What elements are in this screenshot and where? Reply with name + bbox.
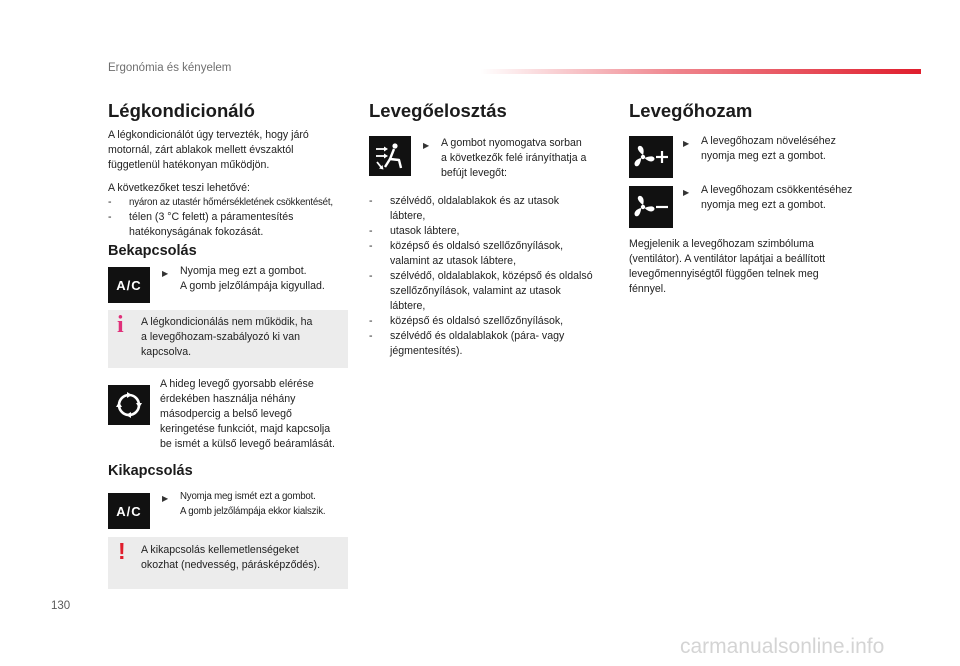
section-header: Ergonómia és kényelem: [108, 62, 232, 74]
list-item: - utasok lábtere,: [369, 224, 614, 239]
tests-list: [108, 195, 358, 240]
air-distribution-list: [369, 194, 614, 359]
pointer-icon: ▶: [162, 494, 169, 503]
air-flow-decrease-step: ▶ A levegőhozam csökkentéséhez nyomja meg ezt a gombot.: [683, 184, 853, 211]
info-note: i A légkondicionálás nem működik, ha a levegőhozam-szabályozó ki van kapcsolva.: [108, 310, 348, 368]
recirculation-text: A hideg levegő gyorsabb elérése érdekében használja néhány másodpercig a belső levegő keringetése funkciót, majd kapcsolja be ismét a külső levegő beáramlását.: [160, 378, 335, 450]
switch-off-step: ▶ Nyomja meg ismét ezt a gombot. A gomb jelzőlámpája ekkor kialszik.: [162, 491, 326, 517]
pointer-icon: ▶: [683, 139, 690, 148]
air-flow-increase-step: ▶ A levegőhozam növeléséhez nyomja meg ezt a gombot.: [683, 135, 836, 162]
watermark: carmanualsonline.info: [680, 635, 885, 658]
air-distribution-button[interactable]: [369, 136, 411, 176]
air-distribution-step: ▶ A gombot nyomogatva sorban a következők felé irányíthatja a befújt levegőt:: [423, 137, 587, 179]
page-number: 130: [51, 600, 71, 612]
pointer-icon: ▶: [423, 141, 430, 150]
fan-minus-icon: [631, 189, 671, 225]
list-item: - nyáron az utastér hőmérsékletének csökkentését,: [108, 195, 358, 210]
list-item: - középső és oldalsó szellőzőnyílások,: [369, 314, 614, 329]
info-icon: i: [117, 312, 124, 338]
title-air-distribution: Levegőelosztás: [369, 100, 507, 121]
title-air-conditioning: Légkondicionáló: [108, 100, 255, 121]
ac-label: A/C: [116, 503, 142, 519]
air-flow-decrease-button[interactable]: [629, 186, 673, 228]
fan-plus-icon: [631, 139, 671, 175]
recirculation-icon: [113, 389, 145, 421]
warning-icon: !: [118, 538, 126, 564]
switch-on-step: ▶ Nyomja meg ezt a gombot. A gomb jelzőlámpája kigyullad.: [162, 265, 325, 292]
title-switch-off: Kikapcsolás: [108, 463, 193, 479]
warning-note: ! A kikapcsolás kellemetlenségeket okozhat (nedvesség, párásképződés).: [108, 537, 348, 589]
list-item: - télen (3 °C felett) a páramentesítés hatékonyságának fokozását.: [108, 210, 358, 240]
list-item: - középső és oldalsó szellőzőnyílások, valamint az utasok lábtere,: [369, 239, 614, 269]
recirculation-button[interactable]: [108, 385, 150, 425]
tests-lead: A következőket teszi lehetővé:: [108, 182, 250, 194]
ac-label: A/C: [116, 277, 142, 293]
air-distribution-icon: [373, 140, 407, 172]
pointer-icon: ▶: [162, 269, 169, 278]
air-flow-increase-button[interactable]: [629, 136, 673, 178]
ac-on-button[interactable]: [108, 267, 150, 303]
ac-off-button[interactable]: [108, 493, 150, 529]
intro-text: A légkondicionálót úgy tervezték, hogy járó motornál, zárt ablakok mellett évszaktól függetlenül hatékonyan működjön.: [108, 129, 309, 171]
title-air-flow: Levegőhozam: [629, 100, 753, 121]
list-item: - szélvédő és oldalablakok (pára- vagy jégmentesítés).: [369, 329, 614, 359]
pointer-icon: ▶: [683, 188, 690, 197]
title-switch-on: Bekapcsolás: [108, 243, 197, 259]
list-item: - szélvédő, oldalablakok és az utasok lábtere,: [369, 194, 614, 224]
list-item: - szélvédő, oldalablakok, középső és oldalsó szellőzőnyílások, valamint az utasok lábtere,: [369, 269, 614, 314]
air-flow-description: Megjelenik a levegőhozam szimbóluma (ventilátor). A ventilátor lapátjai a beállított levegőmennyiségtől függően telnek meg fénnyel.: [629, 238, 826, 295]
header-accent-line: [480, 69, 921, 74]
